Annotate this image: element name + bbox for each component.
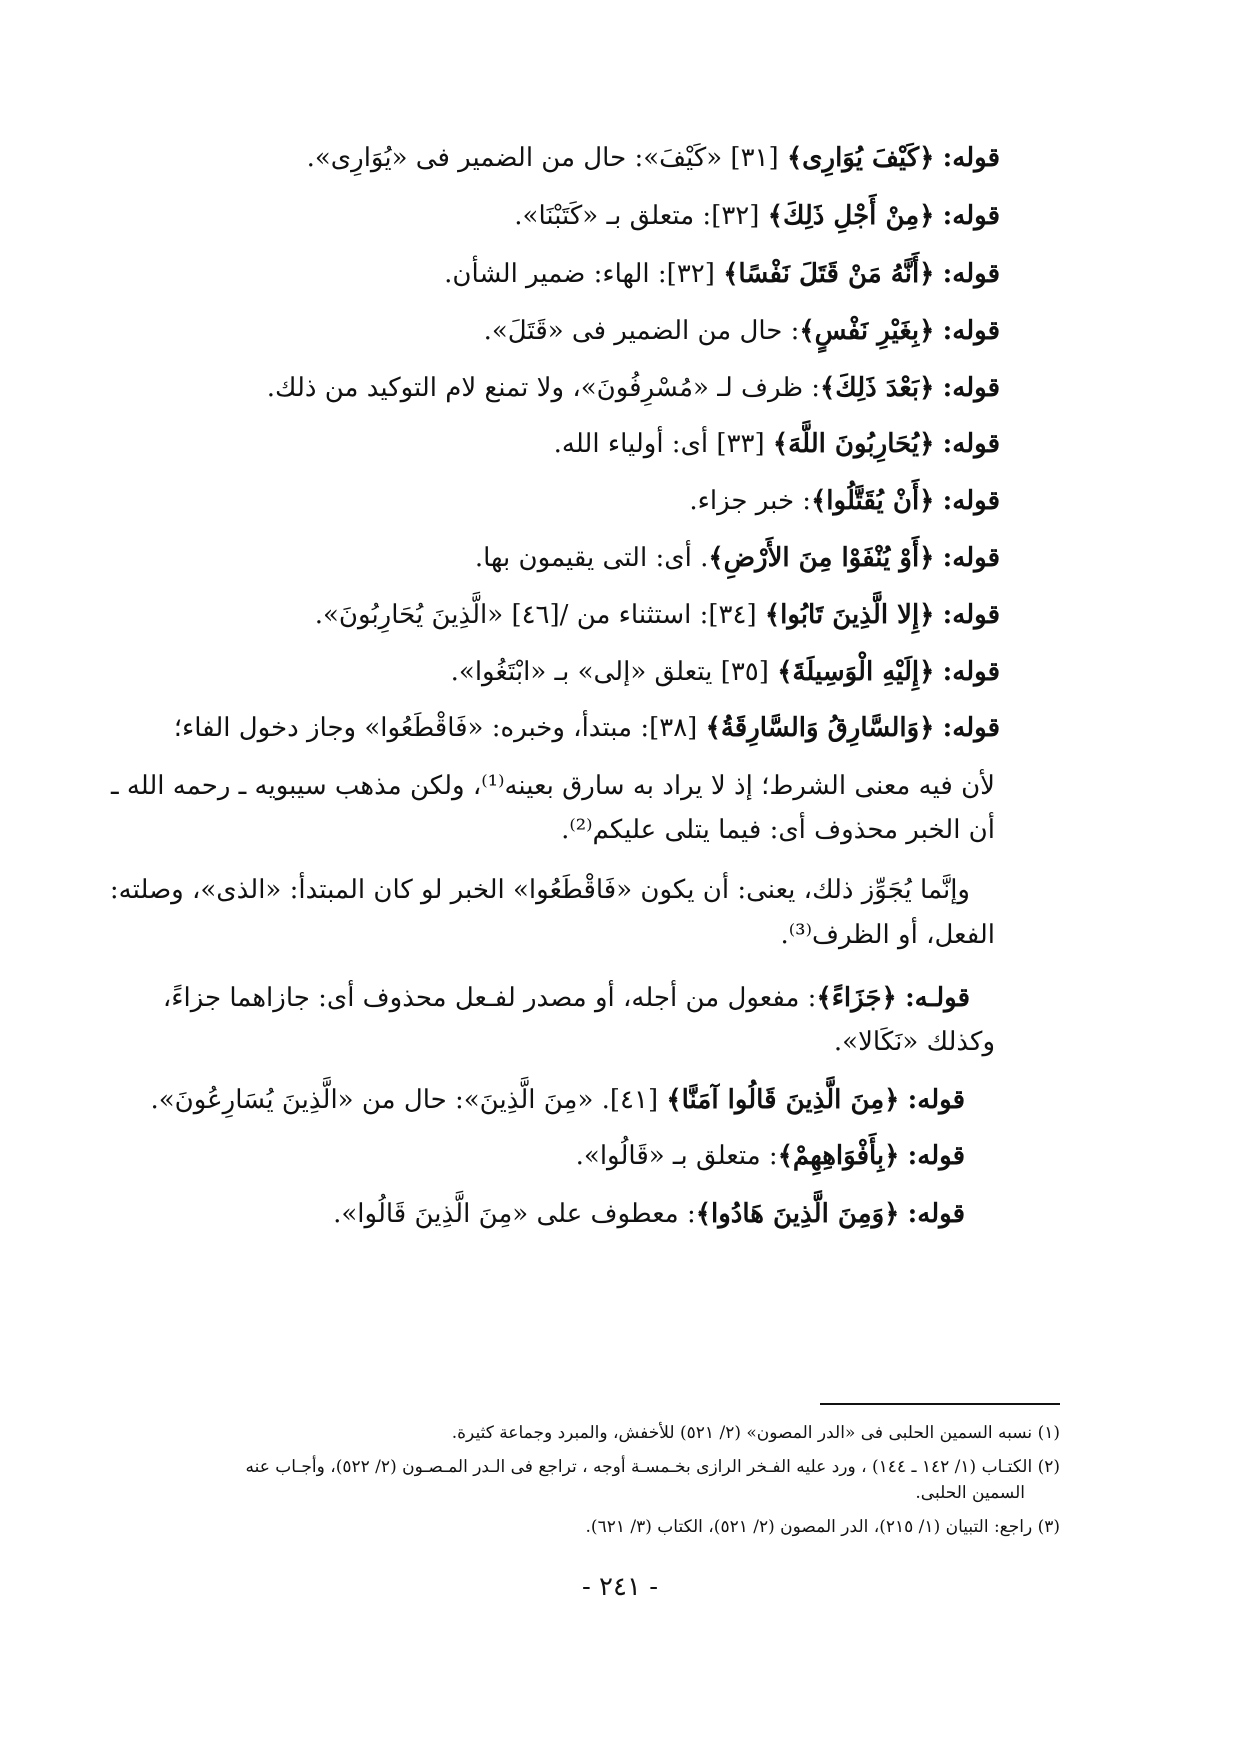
line-text: [٣٤]: استثناء من /[٤٦] «الَّذِينَ يُحَارِبُونَ».	[314, 600, 765, 630]
line-text: [٤١]. «مِنَ الَّذِينَ»: حال من «الَّذِينَ يُسَارِعُونَ».	[150, 1085, 667, 1115]
line-label: قوله:	[907, 1199, 965, 1229]
quran-quote: ﴿كَيْفَ يُوَارِى﴾	[786, 143, 935, 173]
line-text: وإنَّما يُجَوِّز ذلك، يعنى: أن يكون «فَاقْطَعُوا» الخبر لو كان المبتدأ: «الذى»، وصلته:	[109, 875, 970, 905]
line-label: قوله:	[942, 316, 1000, 346]
line-label: قوله:	[942, 373, 1000, 403]
quran-quote: ﴿أَنَّهُ مَنْ قَتَلَ نَفْسًا﴾	[723, 259, 935, 289]
quran-quote: ﴿إِلا الَّذِينَ تَابُوا﴾	[764, 600, 935, 630]
quran-quote: ﴿وَمِنَ الَّذِينَ هَادُوا﴾	[695, 1199, 900, 1229]
line-label: قوله:	[942, 657, 1000, 687]
text-line	[576, 1136, 965, 1176]
line-text: : مفعول من أجله، أو مصدر لفـعل محذوف أى: جازاهما جزاءً،	[162, 983, 817, 1013]
line-label: قوله:	[907, 1085, 965, 1115]
text-line	[475, 538, 1000, 578]
text-line	[150, 1080, 965, 1120]
footnote: (٢) الكتـاب (١/ ١٤٢ ـ ١٤٤) ، ورد عليه الفـخر الرازى بخـمسـة أوجه ، تراجع فى الـدر المـصـون (٢/ ٥٢٢)، وأجـاب عنه	[245, 1457, 1060, 1477]
text-line	[689, 481, 1000, 521]
quran-quote: ﴿جَزَاءً﴾	[816, 983, 897, 1013]
text-line	[109, 870, 970, 910]
line-label: قوله:	[942, 201, 1000, 231]
line-text: : متعلق بـ «قَالُوا».	[575, 1141, 778, 1171]
line-text: [٣٢]: متعلق بـ «كَتَبْنَا».	[514, 201, 768, 231]
text-line	[834, 1022, 995, 1062]
line-text: : حال من الضمير فى «قَتَلَ».	[483, 316, 800, 346]
text-line	[110, 766, 995, 806]
quran-quote: ﴿مِنْ أَجْلِ ذَلِكَ﴾	[767, 201, 935, 231]
line-text: لأن فيه معنى الشرط؛ إذ لا يراد به سارق بعينه⁽¹⁾، ولكن مذهب سيبويه ـ رحمه الله ـ	[110, 771, 995, 801]
quran-quote: ﴿أَنْ يُقَتَّلُوا﴾	[811, 486, 935, 516]
line-text: [٣٢]: الهاء: ضمير الشأن.	[444, 259, 724, 289]
line-label: قوله:	[942, 713, 1000, 743]
quran-quote: ﴿بِأَفْوَاهِهِمْ﴾	[777, 1141, 900, 1171]
quran-quote: ﴿إِلَيْهِ الْوَسِيلَةَ﴾	[777, 657, 935, 687]
line-label: قولـه:	[905, 983, 970, 1013]
text-line	[444, 254, 1000, 294]
quran-quote: ﴿أَوْ يُنْفَوْا مِنَ الأَرْضِ﴾	[708, 543, 935, 573]
text-line	[484, 311, 1000, 351]
line-label: قوله:	[942, 543, 1000, 573]
footnote: (٣) راجع: التبيان (١/ ٢١٥)، الدر المصون (٢/ ٥٢١)، الكتاب (٣/ ٦٢١).	[585, 1517, 1060, 1537]
text-line	[162, 978, 970, 1018]
line-text: : ظرف لـ «مُسْرِفُونَ»، ولا تمنع لام التوكيد من ذلك.	[266, 373, 821, 403]
quran-quote: ﴿بِغَيْرِ نَفْسٍ﴾	[799, 316, 935, 346]
text-line	[561, 810, 995, 850]
footnote: (١) نسبه السمين الحلبى فى «الدر المصون» (٢/ ٥٢١) للأخفش، والمبرد وجماعة كثيرة.	[451, 1423, 1060, 1443]
page-number: - ٢٤١ -	[581, 1572, 659, 1602]
text-line	[307, 138, 1000, 178]
line-text: : خبر جزاء.	[689, 486, 812, 516]
line-label: قوله:	[942, 600, 1000, 630]
text-line	[554, 424, 1000, 464]
text-line	[514, 196, 1000, 236]
line-text: [٣٨]: مبتدأ، وخبره: «فَاقْطَعُوا» وجاز دخول الفاء؛	[173, 713, 706, 743]
line-text: [٣١] «كَيْفَ»: حال من الضمير فى «يُوَارِى».	[306, 143, 787, 173]
quran-quote: ﴿مِنَ الَّذِينَ قَالُوا آمَنَّا﴾	[666, 1085, 900, 1115]
line-text: : معطوف على «مِنَ الَّذِينَ قَالُوا».	[333, 1199, 696, 1229]
text-line	[267, 368, 1000, 408]
line-text: . أى: التى يقيمون بها.	[474, 543, 709, 573]
text-line	[781, 915, 995, 955]
line-label: قوله:	[942, 429, 1000, 459]
text-line	[333, 1194, 965, 1234]
text-line	[173, 708, 1000, 748]
line-text: [٣٣] أى: أولياء الله.	[553, 429, 773, 459]
line-text: وكذلك «نَكَالا».	[833, 1027, 995, 1057]
text-line	[315, 595, 1000, 635]
footnote-separator	[820, 1403, 1060, 1405]
line-label: قوله:	[942, 486, 1000, 516]
footnote-continuation: السمين الحلبى.	[915, 1483, 1025, 1503]
quran-quote: ﴿يُحَارِبُونَ اللَّهَ﴾	[772, 429, 935, 459]
line-text: [٣٥] يتعلق «إلى» بـ «ابْتَغُوا».	[450, 657, 778, 687]
line-label: قوله:	[942, 143, 1000, 173]
line-text: أن الخبر محذوف أى: فيما يتلى عليكم⁽²⁾.	[561, 815, 995, 845]
text-line	[451, 652, 1000, 692]
line-label: قوله:	[942, 259, 1000, 289]
line-text: الفعل، أو الظرف⁽³⁾.	[780, 920, 995, 950]
quran-quote: ﴿وَالسَّارِقُ وَالسَّارِقَةُ﴾	[705, 713, 935, 743]
line-label: قوله:	[907, 1141, 965, 1171]
quran-quote: ﴿بَعْدَ ذَلِكَ﴾	[820, 373, 935, 403]
